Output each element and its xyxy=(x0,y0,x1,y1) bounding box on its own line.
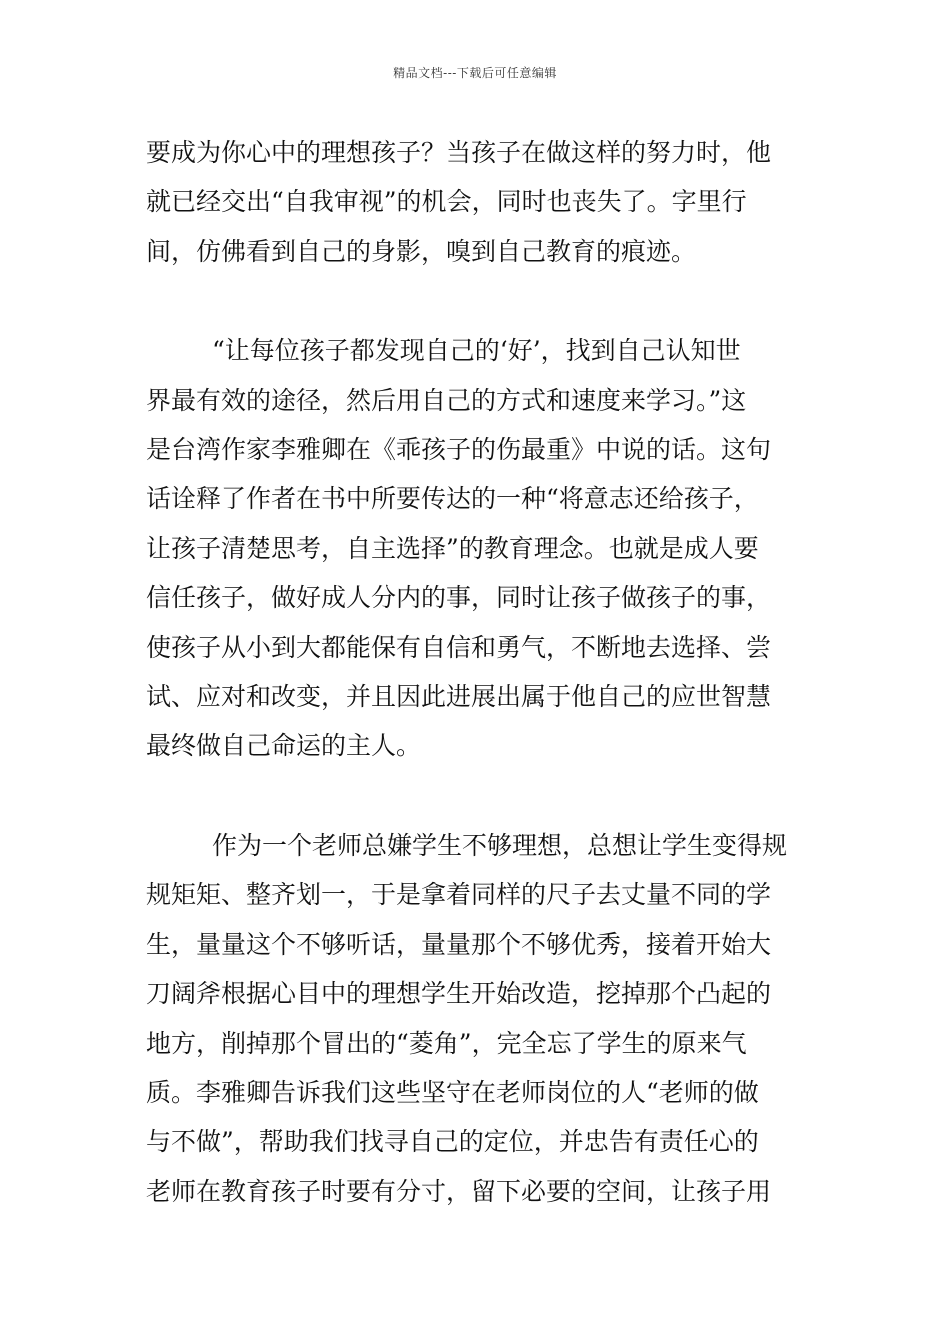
text-line: 最终做自己命运的主人。 xyxy=(146,731,422,761)
text-line: 地方，削掉那个冒出的“菱角”，完全忘了学生的原来气 xyxy=(146,1028,747,1058)
text-line: 界最有效的途径，然后用自己的方式和速度来学习。”这 xyxy=(146,385,747,415)
text-line: 规矩矩、整齐划一，于是拿着同样的尺子去丈量不同的学 xyxy=(146,880,772,910)
text-line: 试、应对和改变，并且因此进展出属于他自己的应世智慧 xyxy=(146,682,772,712)
text-line: 作为一个老师总嫌学生不够理想，总想让学生变得规 xyxy=(212,830,788,860)
text-line: 间，仿佛看到自己的身影，嗅到自己教育的痕迹。 xyxy=(146,236,697,266)
document-body xyxy=(146,128,806,1266)
paragraph-3 xyxy=(146,821,806,1216)
text-line: 与不做”，帮助我们找寻自己的定位，并忠告有责任心的 xyxy=(146,1127,759,1157)
text-line: 话诠释了作者在书中所要传达的一种“将意志还给孩子， xyxy=(146,484,759,514)
text-line: 是台湾作家李雅卿在《乖孩子的伤最重》中说的话。这句 xyxy=(146,435,772,465)
text-line: 生，量量这个不够听话，量量那个不够优秀，接着开始大 xyxy=(146,929,772,959)
text-line: 刀阔斧根据心目中的理想学生开始改造，挖掉那个凸起的 xyxy=(146,979,772,1009)
page-header: 精品文档---下载后可任意编辑 xyxy=(393,66,557,80)
text-line: 就已经交出“自我审视”的机会，同时也丧失了。字里行 xyxy=(146,187,747,217)
text-line: 让孩子清楚思考，自主选择”的教育理念。也就是成人要 xyxy=(146,533,759,563)
paragraph-2 xyxy=(146,326,806,771)
paragraph-1 xyxy=(146,128,806,276)
text-line: 要成为你心中的理想孩子？当孩子在做这样的努力时，他 xyxy=(146,138,772,167)
text-line: 老师在教育孩子时要有分寸，留下必要的空间，让孩子用 xyxy=(146,1176,772,1206)
text-line: 信任孩子，做好成人分内的事，同时让孩子做孩子的事， xyxy=(146,583,772,613)
text-line: “让每位孩子都发现自己的‘好’，找到自己认知世 xyxy=(212,336,741,366)
text-line: 质。李雅卿告诉我们这些坚守在老师岗位的人“老师的做 xyxy=(146,1077,759,1107)
text-line: 使孩子从小到大都能保有自信和勇气，不断地去选择、尝 xyxy=(146,632,772,662)
